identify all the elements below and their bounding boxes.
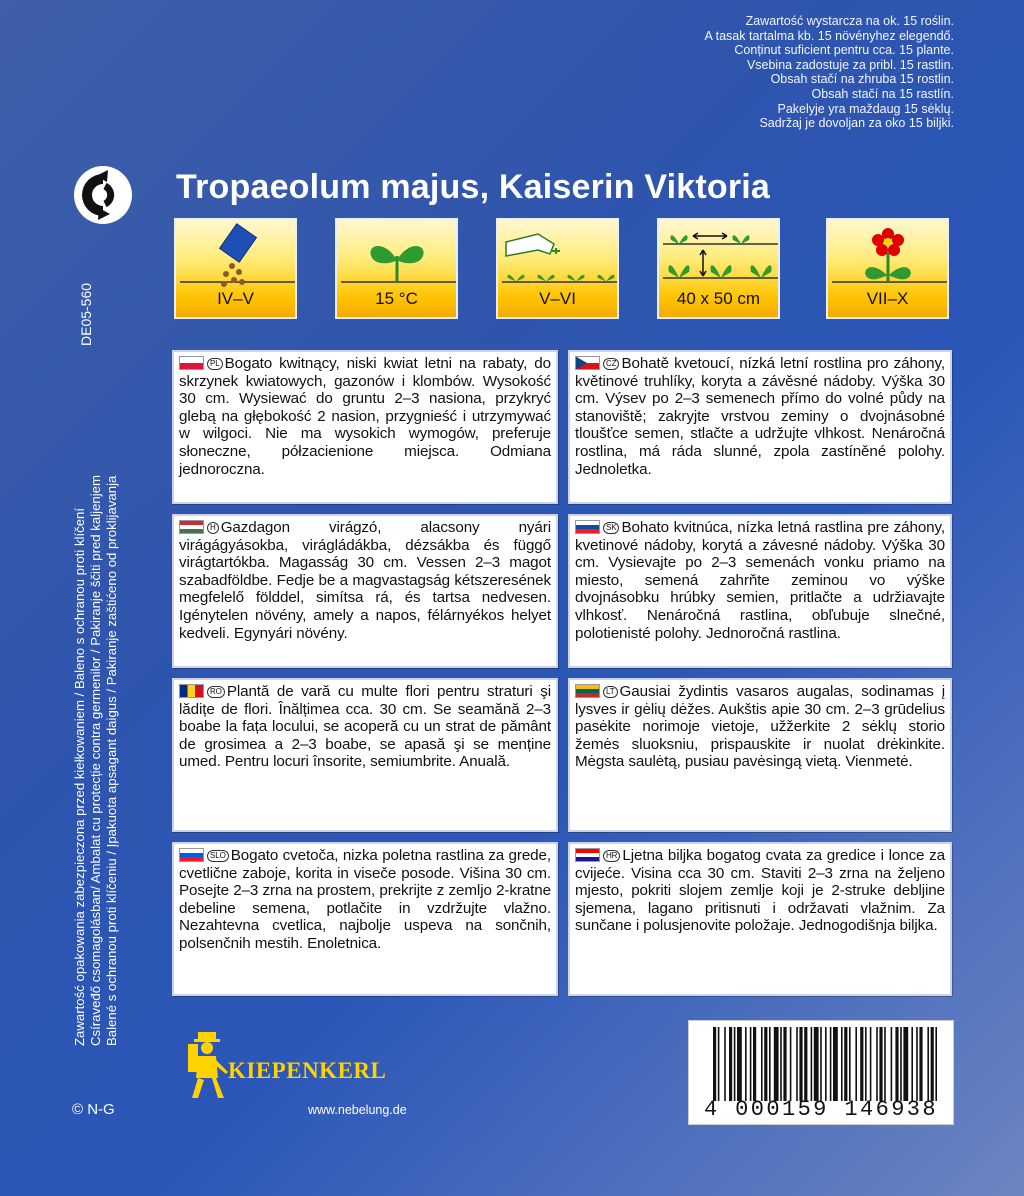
content-line: Obsah stačí na 15 rastlín.: [811, 86, 954, 101]
description-sk: [568, 514, 952, 668]
description-text: Bogato cvetoča, nizka poletna rastlina za grede, cvetlične zaboje, korita in viseče posode. Višina 30 cm. Posejte 2–3 zrna na prostem, prekrijte z zemljo 2-kratne debeline semena, potlačite in vzdržujte vlažno. Nezahtevna cvetlica, najbolje uspeva na sončnih, polsenčnih mestih. Enoletnica.: [179, 847, 551, 952]
lang-code: HR: [603, 850, 620, 862]
description-text: Bohato kvitnúca, nízka letná rastlina pre záhony, kvetinové nádoby, korytá a závesné nádoby. Výška 30 cm. Vysievajte po 2–3 semenách vonku priamo na miesto, semená zahrňte zeminou vo výške dvojnásobku hrúbky semien, pritlačte a udržiavajte vlhkosť. Nenáročná rastlina, obľubuje slnečné, polotienisté polohy. Jednoročná rastlina.: [575, 519, 945, 642]
barcode-bar: [860, 1027, 863, 1101]
content-line: Obsah stačí na zhruba 15 rostlin.: [770, 72, 954, 87]
lang-code: LT: [603, 686, 618, 698]
barcode-bar: [855, 1027, 857, 1101]
slovakia-flag-icon: [575, 520, 600, 534]
description-text: Gazdagon virágzó, alacsony nyári virágágyásokba, virágládákba, dézsákba és függő virágtartókba. Magasság 30 cm. Vessen 2–3 magot szabadföldbe. Fedje be a magvastagság kétszeresének megfelelő földdel, simítsa rá, és tartsa nedvesen. Igénytelen növény, amely a napos, félárnyékos helyet kedveli. Egynyári növény.: [179, 519, 551, 642]
barcode-bar: [713, 1027, 716, 1101]
lithuania-flag-icon: [575, 684, 600, 698]
poland-flag-icon: [179, 356, 204, 370]
barcode-bar: [820, 1027, 822, 1101]
planting-tile: [496, 218, 619, 319]
description-text: Plantă de vară cu multe flori pentru straturi şi lădițe de flori. Înălțimea cca. 30 cm. Se seamănă 2–3 boabe la fața locului, se acoperă cu un strat de pământ de grosimea a 2–3 boabe, se apasă şi se menține umed. Pentru locuri însorite, semiumbrite. Anuală.: [179, 683, 551, 771]
barcode-bar: [849, 1027, 851, 1101]
spacing-tile: [657, 218, 780, 319]
barcode-bar: [865, 1027, 867, 1101]
description-lt: [568, 678, 952, 832]
kiepenkerl-figure-icon: [184, 1030, 232, 1100]
barcode-bar: [796, 1027, 798, 1101]
description-text: Gausiai žydintis vasaros augalas, sodinamas į lysves ir gėlių dėžes. Aukštis apie 30 cm. 2–3 grūdelius pasėkite norimoje vietoje, užžerkite 2 sėklų storio žemės sluoksniu, prispauskite ir nuolat drėkinkite. Mėgsta saulėtą, pusiau pavėsingą vietą. Vienmetė.: [575, 683, 945, 771]
barcode-bar: [724, 1027, 726, 1101]
croatia-flag-icon: [575, 848, 600, 862]
romania-flag-icon: [179, 684, 204, 698]
barcode-bar: [903, 1027, 908, 1101]
lang-code: H: [207, 522, 219, 534]
note-line: Zawartość opakowania zabezpieczona przed kiełkowaniem / Baleno s ochranou proti klíčení: [72, 507, 87, 1046]
barcode-bar: [814, 1027, 819, 1101]
note-line: Balené s ochranou proti klíčeniu / Įpakuota apsagant daigus / Pakiranje zaštićeno od proklijavanja: [104, 475, 119, 1046]
barcode-bar: [825, 1027, 827, 1101]
description-hr: [568, 842, 952, 996]
description-text: Ljetna biljka bogatog cvata za gredice i lonce za cvijeće. Visina cca 30 cm. Staviti 2–3 zrna na željeno mjesto, pokriti slojem zemlje koji je 2-struke debljine sjemena, lagano pritisnuti i održavati vlažnim. Za sunčane i polusjenovite položaje. Jednogodišnja biljka.: [575, 847, 945, 935]
czech-flag-icon: [575, 356, 600, 370]
barcode-bar: [783, 1027, 786, 1101]
lang-code: SK: [603, 522, 619, 534]
barcode-bar: [927, 1027, 929, 1101]
note-line: Csíraveđő csomagolásban/ Ambalat cu protecție contra germenilor / Pakiranje ščiti pred kaljenjem: [88, 474, 103, 1046]
content-line: Conținut suficient pentru cca. 15 plante.: [734, 43, 954, 58]
barcode-bar: [935, 1027, 937, 1101]
barcode-bar: [900, 1027, 902, 1101]
barcode-bar: [811, 1027, 813, 1101]
website-link[interactable]: www.nebelung.de: [308, 1103, 407, 1117]
brand-name: KIEPENKERL: [228, 1058, 387, 1083]
product-code: DE05-560: [78, 282, 94, 346]
content-line: A tasak tartalma kb. 15 növényhez elegendő.: [704, 28, 954, 43]
barcode-bar: [780, 1027, 782, 1101]
content-line: Sadržaj je dovoljan za oko 15 biljki.: [759, 116, 954, 131]
content-line: Zawartość wystarcza na ok. 15 roślin.: [745, 14, 954, 28]
barcode-bar: [919, 1027, 922, 1101]
barcode-bar: [753, 1027, 756, 1101]
barcode-bar: [799, 1027, 802, 1101]
barcode-bars: [689, 1025, 953, 1105]
barcode-bar: [931, 1027, 934, 1101]
barcode-bar: [750, 1027, 752, 1101]
barcode-bar: [844, 1027, 847, 1101]
description-pl: [172, 350, 558, 504]
seedling-tile: [335, 218, 458, 319]
barcode-bar: [895, 1027, 898, 1101]
barcode-bar: [841, 1027, 843, 1101]
barcode-bar: [764, 1027, 767, 1101]
barcode-bar: [737, 1027, 742, 1101]
copyright: © N-G: [72, 1101, 115, 1118]
description-ro: [172, 678, 558, 832]
sowing-label: IV–V: [217, 289, 254, 308]
barcode: [688, 1020, 954, 1125]
germination-protection-note: [72, 346, 132, 1046]
barcode-bar: [891, 1027, 893, 1101]
description-text: Bohatě kvetoucí, nízká letní rostlina pro záhony, květinové truhlíky, koryta a závěsné nádoby. Výška 30 cm. Výsev po 2–3 semenech přímo do volné půdy na stanoviště; zakryjte vrstvou zeminy o dvojnásobné tloušťce semen, stlačte a udržujte vlhkost. Nenáročná rostlina, má ráda slunné, zpola zastíněné polohy. Jednoletka.: [575, 355, 945, 478]
barcode-bar: [879, 1027, 882, 1101]
spacing-label: 40 x 50 cm: [676, 289, 761, 308]
barcode-bar: [830, 1027, 832, 1101]
barcode-bar: [876, 1027, 878, 1101]
barcode-bar: [729, 1027, 732, 1101]
barcode-bar: [833, 1027, 838, 1101]
description-text: Bogato kwitnący, niski kwiat letni na rabaty, do skrzynek kwiatowych, gazonów i klombów. Wysokość 30 cm. Wysiewać do gruntu 2–3 nasiona, przykryć glebą na głębokość 2 nasion, przygnieść i utrzymywać w wilgoci. Nie ma wysokich wymogów, preferuje słoneczne, półzacienione miejsca. Odmiana jednoroczna.: [179, 355, 551, 478]
barcode-bar: [804, 1027, 807, 1101]
barcode-bar: [884, 1027, 886, 1101]
barcode-bar: [761, 1027, 763, 1101]
lang-code: SLO: [207, 850, 229, 862]
barcode-number: 4 000159 146938: [703, 1097, 939, 1122]
content-line: Pakelyje yra maždaug 15 sėklų.: [777, 101, 954, 116]
lang-code: PL: [207, 358, 223, 370]
description-slo: [172, 842, 558, 996]
flowering-label: VII–X: [866, 289, 909, 308]
barcode-bar: [790, 1027, 792, 1101]
content-amount-lines: [534, 14, 954, 131]
barcode-bar: [870, 1027, 872, 1101]
sowing-tile: [174, 218, 297, 319]
barcode-bar: [774, 1027, 779, 1101]
lang-code: RO: [207, 686, 225, 698]
slovenia-flag-icon: [179, 848, 204, 862]
temperature-label: 15 °C: [375, 289, 418, 308]
barcode-bar: [718, 1027, 720, 1101]
description-hu: [172, 514, 558, 668]
barcode-bar: [745, 1027, 747, 1101]
description-cz: [568, 350, 952, 504]
barcode-bar: [734, 1027, 736, 1101]
barcode-bar: [911, 1027, 913, 1101]
barcode-bar: [769, 1027, 771, 1101]
flowering-tile: [826, 218, 949, 319]
product-title: Tropaeolum majus, Kaiserin Viktoria: [176, 168, 771, 206]
hungary-flag-icon: [179, 520, 204, 534]
recycle-icon: [74, 166, 132, 224]
barcode-bar: [916, 1027, 918, 1101]
planting-label: V–VI: [539, 289, 576, 308]
lang-code: CZ: [603, 358, 619, 370]
content-line: Vsebina zadostuje za pribl. 15 rastlin.: [746, 57, 954, 72]
